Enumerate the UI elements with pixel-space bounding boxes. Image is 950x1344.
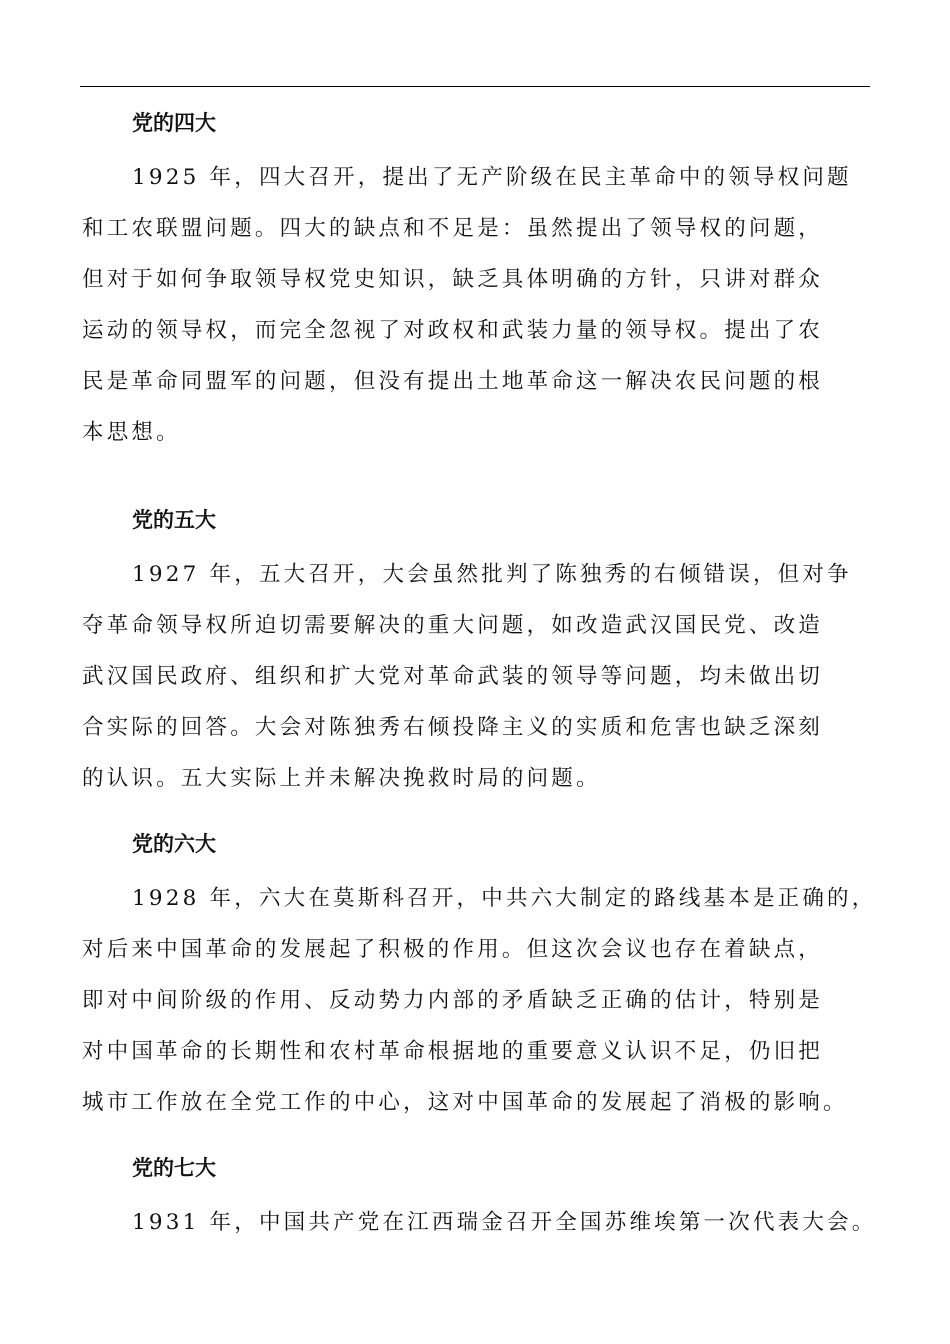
section-heading: 党的四大 xyxy=(132,111,216,135)
section-paragraph xyxy=(82,873,877,1128)
header-rule xyxy=(80,86,870,87)
paragraph-line: 合实际的回答。大会对陈独秀右倾投降主义的实质和危害也缺乏深刻 xyxy=(82,715,824,740)
section-heading: 党的五大 xyxy=(132,508,216,532)
paragraph-line: 但对于如何争取领导权党史知识，缺乏具体明确的方针，只讲对群众 xyxy=(82,267,824,292)
section-paragraph xyxy=(82,1197,877,1248)
section-paragraph xyxy=(82,549,872,804)
paragraph-line: 民是革命同盟军的问题，但没有提出土地革命这一解决农民问题的根 xyxy=(82,369,824,394)
paragraph-line: 对中国革命的长期性和农村革命根据地的重要意义认识不足，仍旧把 xyxy=(82,1039,824,1064)
paragraph-line: 即对中间阶级的作用、反动势力内部的矛盾缺乏正确的估计，特别是 xyxy=(82,988,824,1013)
section-heading: 党的六大 xyxy=(132,832,216,856)
section-paragraph xyxy=(82,152,872,458)
paragraph-line: 运动的领导权，而完全忽视了对政权和武装力量的领导权。提出了农 xyxy=(82,318,824,343)
paragraph-line: 武汉国民政府、组织和扩大党对革命武装的领导等问题，均未做出切 xyxy=(82,664,824,689)
paragraph-line: 夺革命领导权所迫切需要解决的重大问题，如改造武汉国民党、改造 xyxy=(82,613,824,638)
paragraph-line: 1928 年，六大在莫斯科召开，中共六大制定的路线基本是正确的， xyxy=(132,886,877,911)
paragraph-line: 和工农联盟问题。四大的缺点和不足是：虽然提出了领导权的问题， xyxy=(82,216,824,241)
paragraph-line: 的认识。五大实际上并未解决挽救时局的问题。 xyxy=(82,766,601,791)
paragraph-line: 城市工作放在全党工作的中心，这对中国革命的发展起了消极的影响。 xyxy=(82,1090,848,1115)
section-heading: 党的七大 xyxy=(132,1156,216,1180)
paragraph-line: 1927 年，五大召开，大会虽然批判了陈独秀的右倾错误，但对争 xyxy=(132,562,852,587)
paragraph-line: 本思想。 xyxy=(82,420,181,445)
paragraph-line: 1931 年，中国共产党在江西瑞金召开全国苏维埃第一次代表大会。 xyxy=(132,1210,877,1235)
paragraph-line: 1925 年，四大召开，提出了无产阶级在民主革命中的领导权问题 xyxy=(132,165,852,190)
paragraph-line: 对后来中国革命的发展起了积极的作用。但这次会议也存在着缺点， xyxy=(82,937,824,962)
